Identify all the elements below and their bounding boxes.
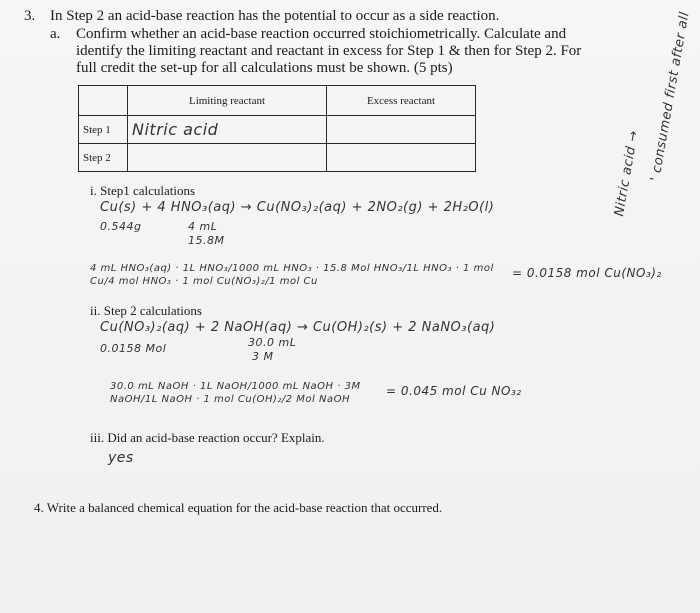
step1-volume: 4 mL	[188, 220, 218, 233]
step2-molarity: 3 M	[252, 350, 274, 363]
side-note-2: ' consumed first after all	[648, 10, 693, 183]
header-limiting: Limiting reactant	[128, 86, 327, 116]
row-step2-label: Step 2	[79, 144, 128, 172]
row-step2-limiting	[128, 144, 327, 172]
side-note-1: Nitric acid →	[612, 129, 642, 218]
header-excess: Excess reactant	[327, 86, 476, 116]
table-corner	[79, 86, 128, 116]
step3-answer: yes	[108, 450, 134, 466]
step1-equation: Cu(s) + 4 HNO₃(aq) → Cu(NO₃)₂(aq) + 2NO₂(g) + 2H₂O(l)	[100, 200, 495, 215]
question-3-prompt: In Step 2 an acid-base reaction has the potential to occur as a side reaction.	[50, 8, 500, 24]
part-a-label: a.	[50, 26, 61, 42]
row-step2-excess	[327, 144, 476, 172]
reactant-table	[78, 85, 476, 172]
step1-molarity: 15.8M	[188, 234, 225, 247]
step1-mass: 0.544g	[100, 220, 142, 233]
step1-calculation: 4 mL HNO₃(aq) · 1L HNO₃/1000 mL HNO₃ · 15.8 Mol HNO₃/1L HNO₃ · 1 mol Cu/4 mol HNO₃ · 1 mol Cu(NO₃)₂/1 mol Cu	[90, 263, 494, 287]
step2-result: = 0.045 mol Cu NO₃₂	[386, 384, 522, 398]
step2-calculation: 30.0 mL NaOH · 1L NaOH/1000 mL NaOH · 3M NaOH/1L NaOH · 1 mol Cu(OH)₂/2 Mol NaOH	[110, 381, 361, 405]
step1-label: i. Step1 calculations	[90, 183, 196, 198]
row-step1-label: Step 1	[79, 116, 128, 144]
part-a-text: Confirm whether an acid-base reaction occurred stoichiometrically. Calculate and identify the limiting reactant and reactant in excess for Step 1 & then for Step 2. For full credit the set-up for all calculations must be shown. (5 pts)	[76, 26, 582, 76]
question-4: 4. Write a balanced chemical equation for the acid-base reaction that occurred.	[34, 500, 443, 515]
step2-equation: Cu(NO₃)₂(aq) + 2 NaOH(aq) → Cu(OH)₂(s) + 2 NaNO₃(aq)	[100, 320, 496, 335]
question-3-number: 3.	[24, 8, 36, 24]
row-step1-limiting: Nitric acid	[132, 120, 219, 139]
step1-result: = 0.0158 mol Cu(NO₃)₂	[512, 266, 662, 280]
step2-volume: 30.0 mL	[248, 336, 297, 349]
row-step1-excess	[327, 116, 476, 144]
step2-label: ii. Step 2 calculations	[90, 303, 202, 318]
step2-moles: 0.0158 Mol	[100, 342, 167, 355]
step3-question: iii. Did an acid-base reaction occur? Explain.	[90, 430, 325, 445]
